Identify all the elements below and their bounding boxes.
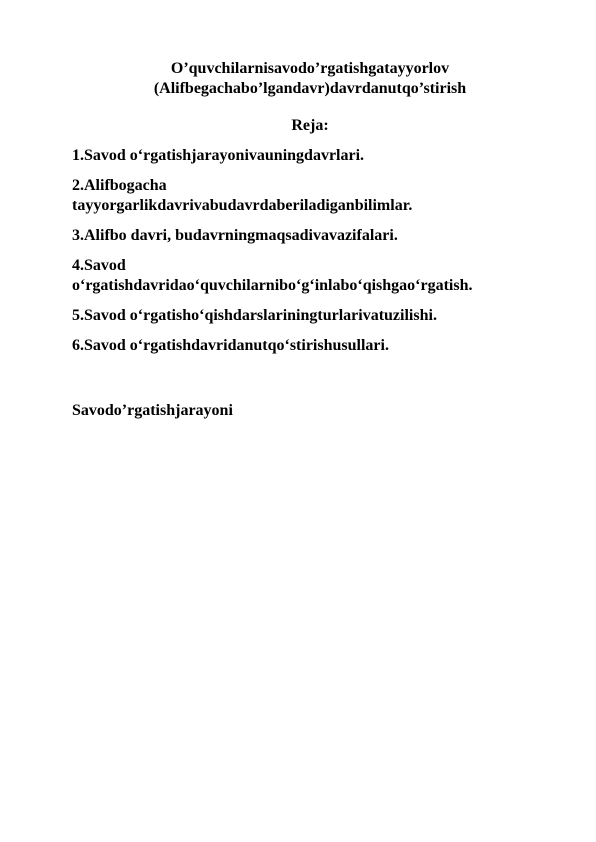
plan-item-5 bbox=[72, 306, 552, 326]
plan-heading: Reja: bbox=[291, 117, 329, 134]
document-title-line-2: (Alifbegachabo’lgandavr)davrdanutqo’stirish bbox=[153, 80, 467, 97]
document-title-line-1: O’quvchilarnisavodo’rgatishgatayyorlov bbox=[170, 60, 450, 77]
section-heading: Savodo’rgatishjarayoni bbox=[72, 402, 233, 419]
plan-item-1-text: 1.Savod o‘rgatishjarayonivauningdavrlari. bbox=[72, 147, 365, 164]
plan-item-2 bbox=[72, 176, 552, 216]
plan-item-6-text: 6.Savod o‘rgatishdavridanutqo‘stirishusullari. bbox=[72, 337, 389, 354]
plan-item-2-text-line-1: 2.Alifbogacha bbox=[72, 177, 167, 194]
plan-item-3-text: 3.Alifbo davri, budavrningmaqsadivavazifalari. bbox=[72, 227, 398, 244]
plan-item-1 bbox=[72, 146, 552, 166]
plan-item-4 bbox=[72, 256, 552, 296]
plan-item-2-text-line-2: tayyorgarlikdavrivabudavrdaberiladiganbilimlar. bbox=[72, 197, 413, 214]
plan-list bbox=[72, 146, 552, 366]
plan-item-6 bbox=[72, 336, 552, 356]
plan-item-4-text-line-2: o‘rgatishdavridao‘quvchilarnibo‘g‘inlabo‘qishgao‘rgatish. bbox=[72, 277, 473, 294]
plan-item-3 bbox=[72, 226, 552, 246]
plan-item-5-text: 5.Savod o‘rgatisho‘qishdarslariningturlarivatuzilishi. bbox=[72, 307, 437, 324]
plan-item-4-text-line-1: 4.Savod bbox=[72, 257, 126, 274]
